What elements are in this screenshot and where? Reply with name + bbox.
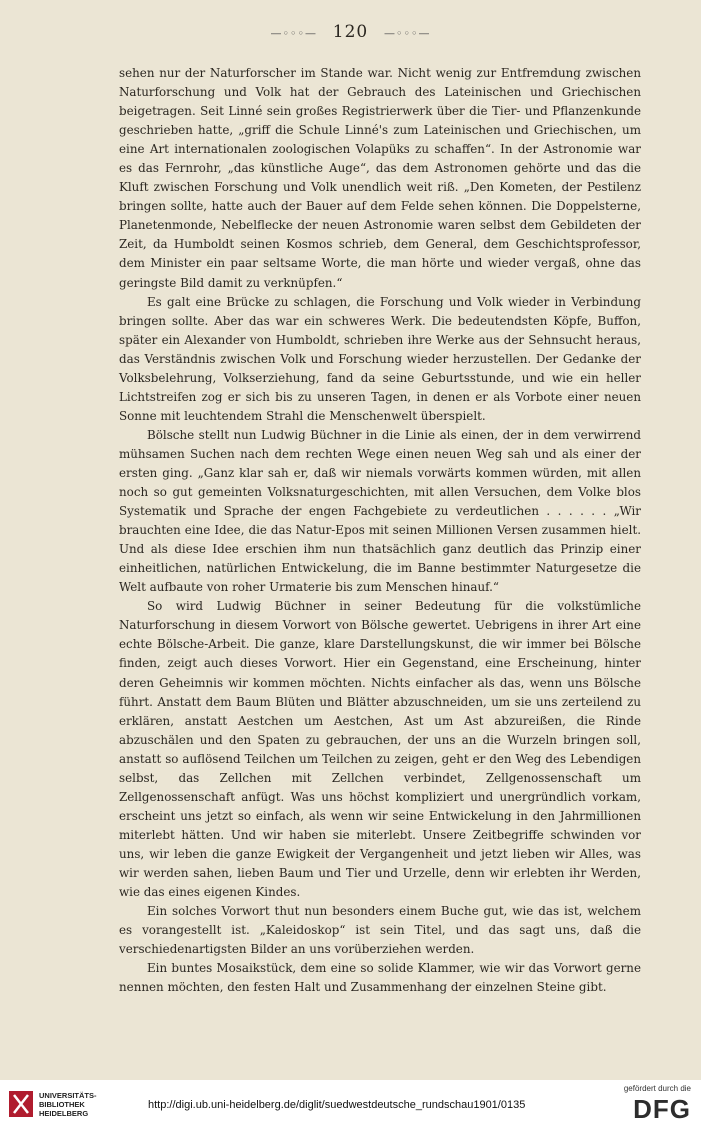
- library-seal-icon: [8, 1090, 34, 1118]
- header-ornament-right: —◦◦◦—: [384, 27, 431, 40]
- digitization-footer: [0, 1080, 701, 1134]
- library-name: [39, 1091, 97, 1118]
- library-line-3: HEIDELBERG: [39, 1108, 89, 1118]
- paragraph: Ein buntes Mosaikstück, dem eine so solide Klammer, wie wir das Vorwort gerne nennen möchten, den festen Halt und Zusammenhang der einzelnen Steine gibt.: [119, 961, 641, 995]
- paragraph: So wird Ludwig Büchner in seiner Bedeutung für die volkstümliche Naturforschung in diesem Vorwort von Bölsche gewertet. Uebrigens in ihrer Art eine echte Bölsche-Arbeit. Die ganze, klare Darstellungskunst, die wir immer bei Bölsche finden, zeigt auch dieses Vorwort. Hier ein Gegenstand, eine Erscheinung, hinter deren Geheimnis wir kommen möchten. Nichts einfacher als das, wenn uns Bölsche führt. Anstatt dem Baum Blüten und Blätter abzuschneiden, um sie uns zerteilend zu erklären, anstatt Aestchen um Aestchen, Ast um Ast abzureißen, die Rinde abzuschälen und den Spaten zu gebrauchen, der uns an die Wurzeln bringen soll, anstatt so auflösend Teilchen um Teilchen zu zeigen, geht er den Weg des Lebendigen selbst, das Zellchen mit Zellchen verbindet, Zellgenossenschaft um Zellgenossenschaft anfügt. Was uns höchst kompliziert und unergründlich vorkam, erscheint uns jetzt so einfach, als wenn wir seine Entwickelung in den Jahrmillionen miterlebt hätten. Und wir haben sie miterlebt. Unsere Zeitbegriffe schwinden vor uns, wir leben die ganze Ewigkeit der Vergangenheit und jetzt lieben wir Alles, was wir werden sahen, lieben Baum und Tier und Urzelle, denn wir erlebten ihr Werden, wie das eines eigenen Kindes.: [119, 599, 641, 900]
- dfg-logo: DFG: [633, 1094, 691, 1124]
- paragraph: Ein solches Vorwort thut nun besonders einem Buche gut, wie das ist, welchem es vorangestellt ist. „Kaleidoskop“ ist sein Titel, und das sagt uns, daß die verschiedenartigsten Bilder an uns vorüberziehen werden.: [119, 904, 641, 957]
- paragraph: Bölsche stellt nun Ludwig Büchner in die Linie als einen, der in dem verwirrend mühsamen Suchen nach dem rechten Wege einen neuen Weg sah und als einer der ersten ging. „Ganz klar sah er, daß wir niemals vorwärts kommen würden, mit allen noch so gut gemeinten Volksnaturgeschichten, mit allen Versuchen, dem Volke blos Systematik und Sprache der engen Fachgebiete zu verdeutlichen . . . . . . „Wir brauchten eine Idee, die das Natur-Epos mit seinen Millionen Versen zusammen hielt. Und als diese Idee erschien ihm nun thatsächlich ganz deutlich das Prinzip einer einheitlichen, natürlichen Entwickelung, die im Banne bestimmter Naturgesetze die Welt aufbaute von roher Urmaterie bis zum Menschen hinauf.“: [119, 427, 641, 595]
- library-line-1: UNIVERSITÄTS-: [39, 1090, 97, 1100]
- permalink-url[interactable]: http://digi.ub.uni-heidelberg.de/diglit/suedwestdeutsche_rundschau1901/0135: [148, 1099, 526, 1111]
- header-ornament-left: —◦◦◦—: [270, 27, 317, 40]
- funder-caption: gefördert durch die: [623, 1084, 691, 1093]
- page-header: [0, 22, 701, 42]
- university-library-logo[interactable]: [8, 1090, 97, 1118]
- paragraph: Es galt eine Brücke zu schlagen, die Forschung und Volk wieder in Verbindung bringen sollte. Aber das war ein schweres Werk. Die bedeutendsten Köpfe, Buffon, später ein Alexander von Humboldt, schrieben ihre Werke aus der Sehnsucht heraus, das Verständnis zwischen Volk und Forschung wieder herzustellen. Der Gedanke der Volksbelehrung, Volkserziehung, fand da seine Geburtsstunde, und wie ein heller Lichtstreifen zog er sich bis zu unseren Tagen, in denen er als Vorbote einer neuen Sonne mit leuchtendem Strahl die Menschenwelt überspielt.: [119, 294, 641, 423]
- library-line-2: BIBLIOTHEK: [39, 1099, 85, 1109]
- page-number: 120: [332, 22, 369, 42]
- paragraph: sehen nur der Naturforscher im Stande war. Nicht wenig zur Entfremdung zwischen Naturforschung und Volk hat der Gebrauch des Lateinischen und Griechischen beigetragen. Seit Linné sein großes Registrierwerk über die Tier- und Pflanzenkunde geschrieben hatte, „griff die Schule Linné's zum Lateinischen und Griechischen, um eine Art internationalen zoologischen Volapüks zu schaffen“. In der Astronomie war es das Fernrohr, „das künstliche Auge“, das dem Astronomen gehörte und das die Kluft zwischen Forschung und Volk unendlich weit riß. „Den Kometen, der Pestilenz bringen sollte, hatte auch der Bauer auf dem Felde sehen können. Die Doppelsterne, Planetenmonde, Nebelflecke der neuen Astronomie waren selbst dem Gebildeten der Zeit, da Humboldt seinen Kosmos schrieb, dem General, dem Geschichtsprofessor, dem Minister ein paar seltsame Worte, die man hörte und wieder vergaß, ohne das geringste Bild damit zu verknüpfen.“: [119, 66, 641, 290]
- article-body: [119, 64, 641, 997]
- dfg-funding-logo[interactable]: [624, 1084, 691, 1125]
